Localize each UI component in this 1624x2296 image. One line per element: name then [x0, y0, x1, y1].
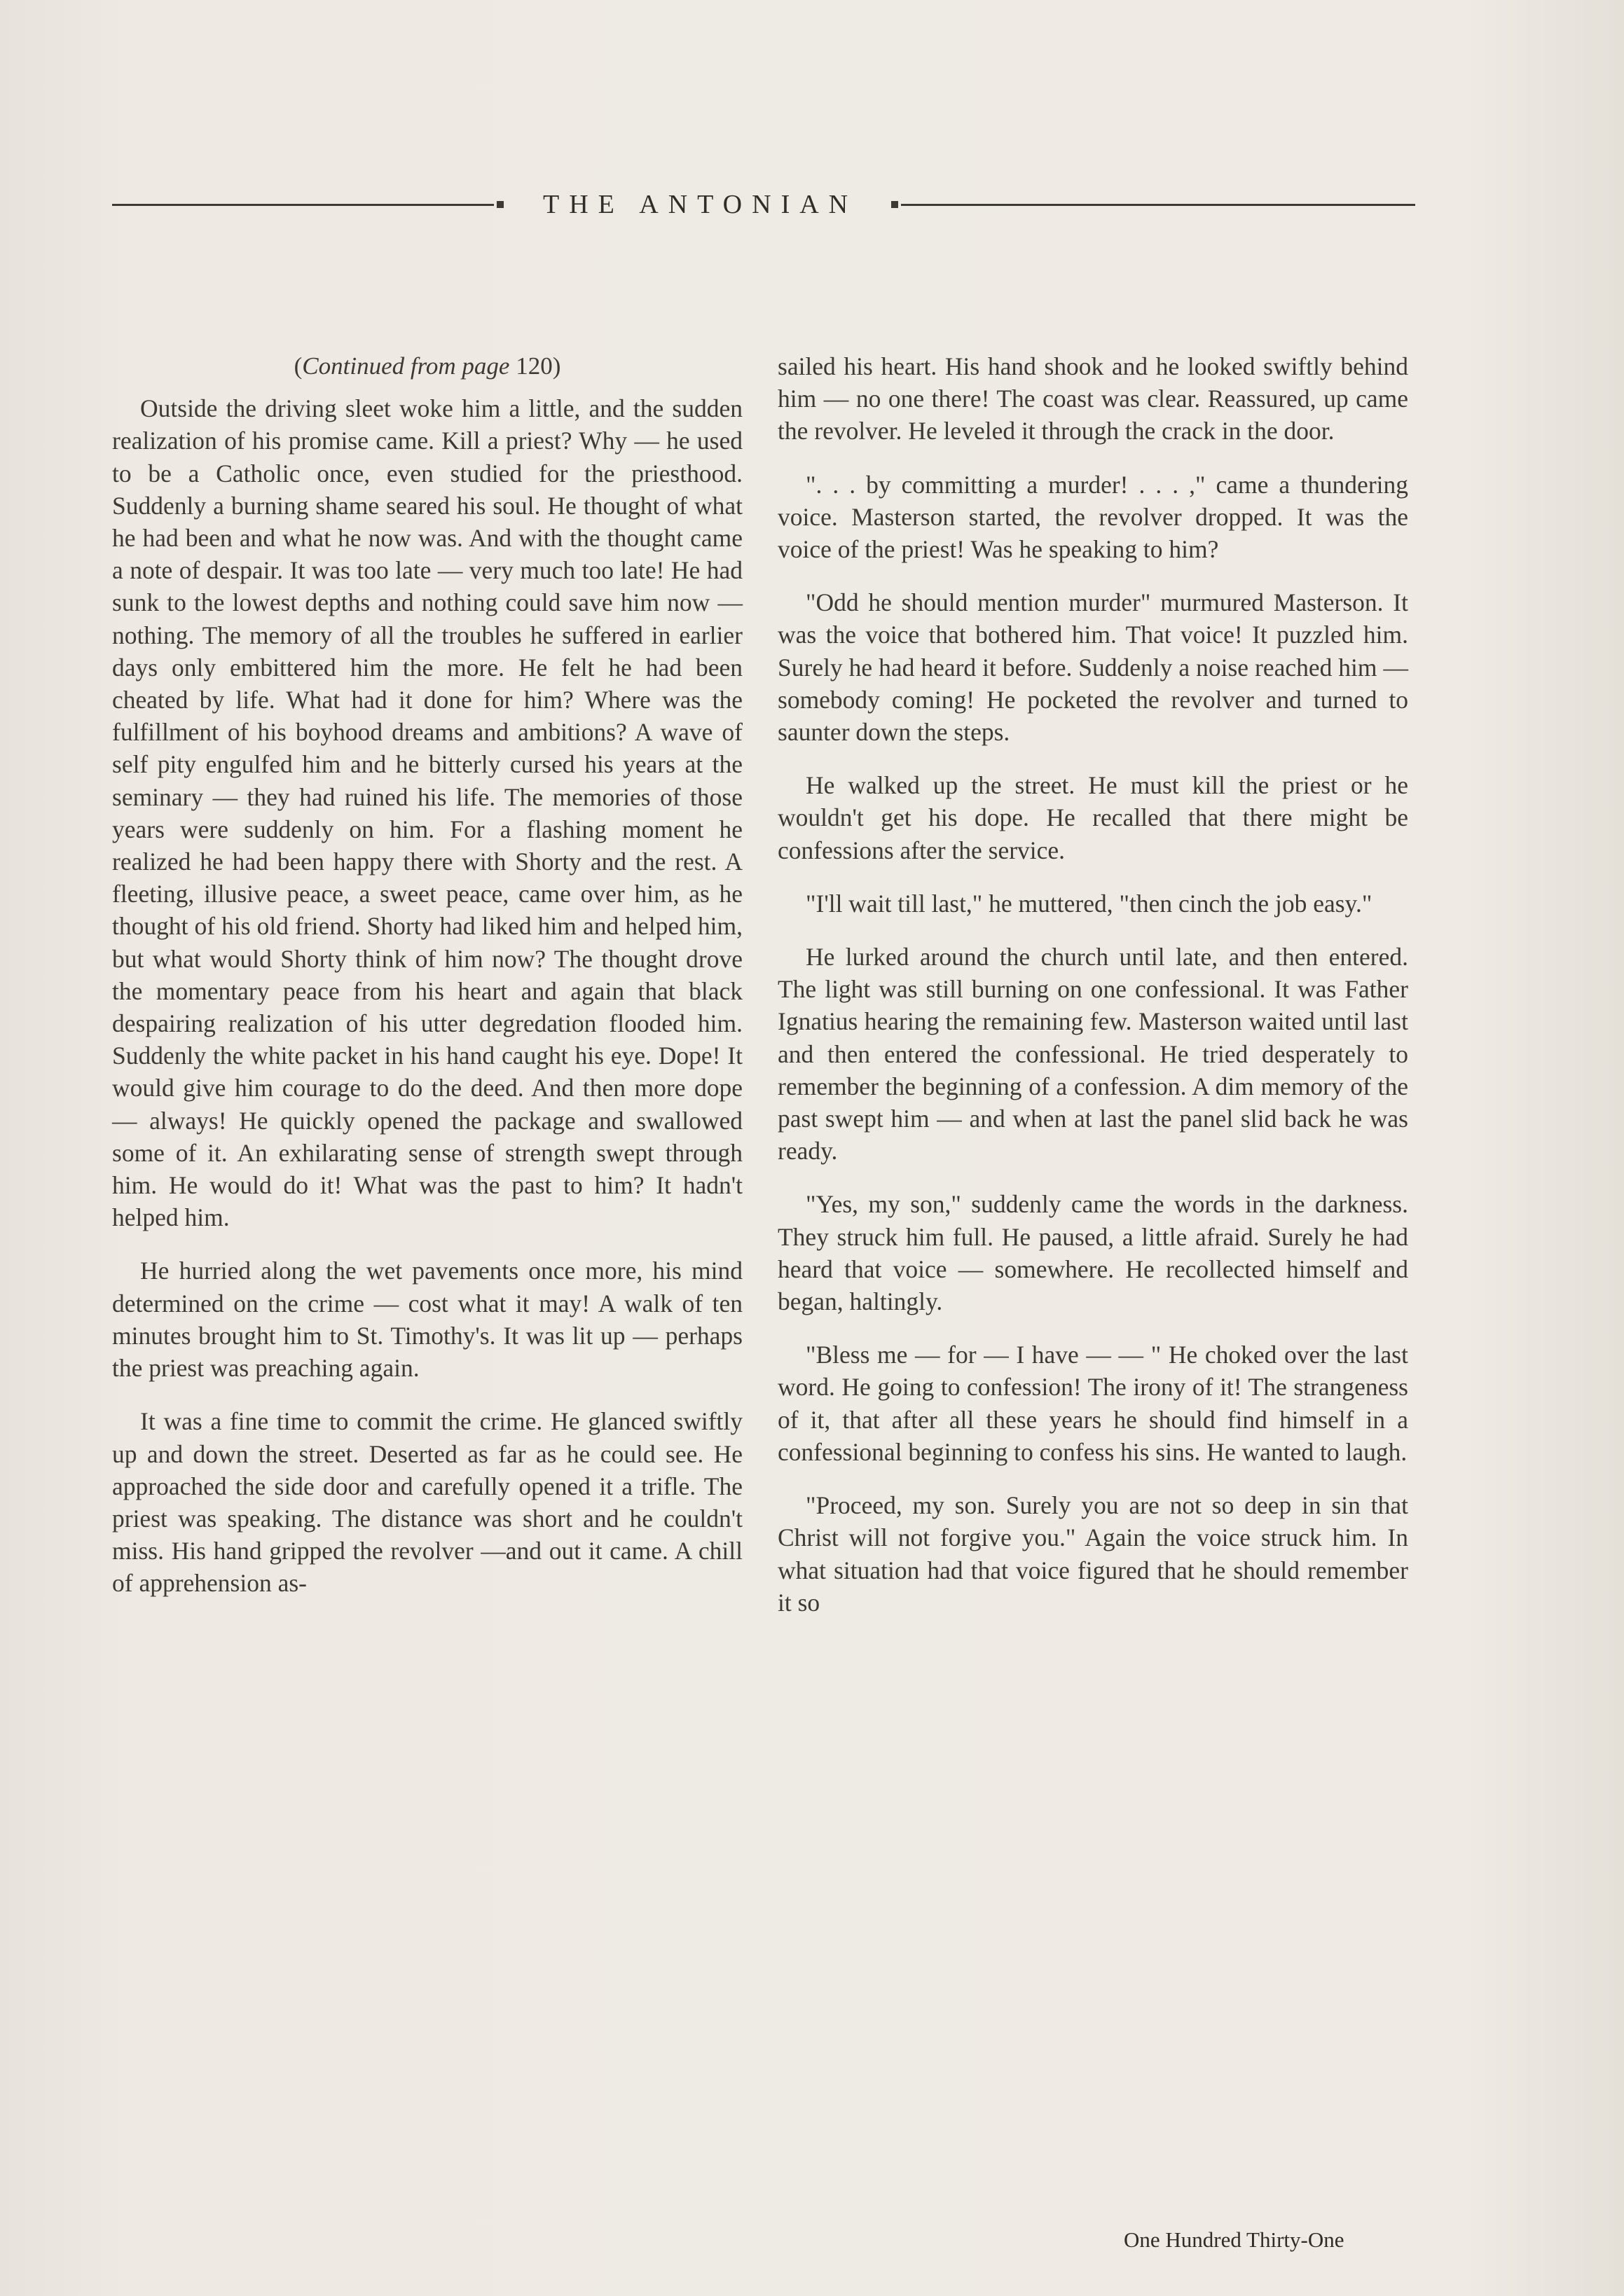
header-bullet-right — [891, 201, 898, 208]
continued-label: Continued from page — [302, 352, 510, 380]
paragraph: "Proceed, my son. Surely you are not so deep in sin that Christ will not forgive you." Again the voice struck him. In what situation had that voice figured that he should remember it so — [778, 1491, 1408, 1617]
paragraph: "I'll wait till last," he muttered, "then cinch the job easy." — [806, 889, 1372, 918]
paragraph: "Odd he should mention murder" murmured Masterson. It was the voice that bothered him. That voice! It puzzled him. Surely he had heard it before. Suddenly a noise reached him — somebody coming! He pocketed the revolver and turned to saunter down the steps. — [778, 588, 1408, 747]
header-title: THE ANTONIAN — [543, 190, 858, 219]
header-rule-left — [112, 204, 494, 206]
continued-page-number: 120 — [516, 352, 553, 380]
continued-open-paren: ( — [294, 352, 303, 380]
continued-close-paren: ) — [552, 352, 561, 380]
header-rule-right — [901, 204, 1415, 206]
paragraph: sailed his heart. His hand shook and he looked swiftly behind him — no one there! The coast was clear. Reassured, up came the revolver. He leveled it through the crack in the door. — [778, 352, 1408, 445]
paragraph: ". . . by committing a murder! . . . ," came a thundering voice. Masterson started, the revolver dropped. It was the voice of the priest! Was he speaking to him? — [778, 470, 1408, 564]
paragraph: He lurked around the church until late, and then entered. The light was still burning on one confessional. It was Father Ignatius hearing the remaining few. Masterson waited until last and then entered the confessional. He tried desperately to remember the beginning of a confession. A dim memory of the past swept him — and when at last the panel slid back he was ready. — [778, 943, 1408, 1166]
paragraph: He walked up the street. He must kill the priest or he wouldn't get his dope. He recalled that there might be confessions after the service. — [778, 771, 1408, 864]
right-column — [778, 350, 1408, 1640]
paragraph: "Yes, my son," suddenly came the words in the darkness. They struck him full. He paused, a little afraid. Surely he had heard that voice — somewhere. He recollected himself and began, haltingly. — [778, 1190, 1408, 1316]
left-column — [112, 350, 743, 1621]
page-folio: One Hundred Thirty-One — [1124, 2227, 1344, 2252]
continued-note — [112, 350, 743, 382]
paragraph: He hurried along the wet pavements once more, his mind determined on the crime — cost what it may! A walk of ten minutes brought him to St. Timothy's. It was lit up — perhaps the priest was preaching again. — [112, 1257, 743, 1383]
header-bullet-left — [497, 201, 504, 208]
paragraph: It was a fine time to commit the crime. He glanced swiftly up and down the street. Deserted as far as he could see. He approached the side door and carefully opened it a trifle. The priest was speaking. The distance was short and he couldn't miss. His hand gripped the revolver —and out it came. A chill of apprehension as- — [112, 1407, 743, 1598]
paragraph: Outside the driving sleet woke him a little, and the sudden realization of his promise came. Kill a priest? Why — he used to be a Catholic once, even studied for the priesthood. Suddenly a burning shame seared his soul. He thought of what he had been and what he now was. And with the thought came a note of despair. It was too late — very much too late! He had sunk to the lowest depths and nothing could save him now — nothing. The memory of all the troubles he suffered in earlier days only embittered him the more. He felt he had been cheated by life. What had it done for him? Where was the fulfillment of his boyhood dreams and ambitions? A wave of self pity engulfed him and he bitterly cursed his years at the seminary — they had ruined his life. The memories of those years were suddenly on him. For a flashing moment he realized he had been happy there with Shorty and the rest. A fleeting, illusive peace, a sweet peace, came over him, as he thought of his old friend. Shorty had liked him and helped him, but what would Shorty think of him now? The thought drove the momentary peace from his heart and again that black despairing realization of his utter degredation flooded him. Suddenly the white packet in his hand caught his eye. Dope! It would give him courage to do the deed. And then more dope — always! He quickly opened the package and swallowed some of it. An exhilarating sense of strength swept through him. He would do it! What was the past to him? It hadn't helped him. — [112, 394, 743, 1232]
paragraph: "Bless me — for — I have — — " He choked over the last word. He going to confession! The irony of it! The strangeness of it, that after all these years he should find himself in a confessional beginning to confess his sins. He wanted to laugh. — [778, 1341, 1408, 1466]
running-header — [112, 184, 1415, 226]
